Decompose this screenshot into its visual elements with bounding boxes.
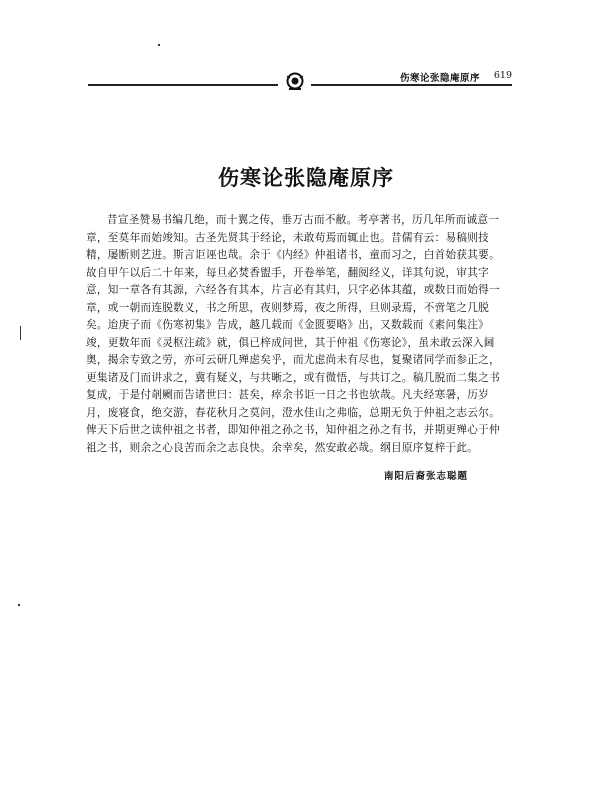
body-line: 章，至莫年而始竣知。古圣先贤其于经论，未敢苟焉而辄止也。昔儒有云：易稿则技 <box>86 231 490 244</box>
header-rule-right <box>311 84 512 86</box>
body-line: 昔宣圣赞易书编几绝，而十翼之传，垂万古而不敝。考亭著书，历几年所而诚意一 <box>107 214 500 226</box>
page-title: 伤寒论张隐庵原序 <box>218 166 394 190</box>
body-line: 月，废寝食，绝交游，春花秋月之莫问，澄水佳山之弗临，总期无负于仲祖之志云尔。 <box>86 406 500 419</box>
author-signature: 南阳后裔张志聪题 <box>384 471 469 482</box>
body-line: 竣，更数年而《灵枢注疏》就，俱已梓成问世，其于仲祖《伤寒论》，虽未敢云深入阃 <box>86 336 495 349</box>
body-line: 祖之书，则余之心良苦而余之志良快。余幸矣，然安敢必哉。纲目原序复梓于此。 <box>86 441 479 454</box>
body-line: 矣。迨庚子而《伤寒初集》告成，越几载而《金匮要略》出，又数载而《素问集注》 <box>86 319 490 331</box>
body-line: 更集诸及门而讲求之，冀有疑义，与共晰之，或有微悟，与共订之。稿几脱而二集之书 <box>86 371 500 384</box>
running-title: 伤寒论张隐庵原序 <box>399 73 480 84</box>
publisher-emblem-icon <box>284 72 306 92</box>
preface-body <box>86 212 526 457</box>
scan-speck <box>18 604 20 606</box>
body-line: 俾天下后世之读仲祖之书者，即知仲祖之孙之书，知仲祖之孙之有书，并期更殚心于仲 <box>86 424 500 436</box>
scan-margin-mark <box>20 326 21 340</box>
body-line: 复成，于是付剞劂而告诸世曰：甚矣，瘁余书讵一日之书也欤哉。凡夫经寒暑，历岁 <box>86 389 490 401</box>
body-line: 奥，揭余专致之劳，亦可云研几殚虑矣乎，而尤虑尚未有尽也，复聚诸同学而参正之， <box>86 354 500 366</box>
body-line: 精，屡断则艺进。斯言讵诬也哉。余于《内经》仲祖诸书，童而习之，白首始获其要。 <box>86 249 500 261</box>
body-line: 故自甲午以后二十年来，每旦必焚香盥手，开卷举笔，翻阅经义，详其句说，审其字 <box>86 266 490 279</box>
page-header <box>88 66 512 96</box>
scan-speck <box>158 44 160 46</box>
body-line: 章，或一朝而连脱数义，书之所思，夜则梦焉，夜之所得，旦则录焉，不啻笔之几脱 <box>86 301 490 314</box>
header-rule-left <box>88 84 278 86</box>
body-line: 意，知一章各有其源，六经各有其本，片言必有其归，只字必体其蕴，或数日而始得一 <box>86 284 500 296</box>
page-number: 619 <box>493 70 512 81</box>
